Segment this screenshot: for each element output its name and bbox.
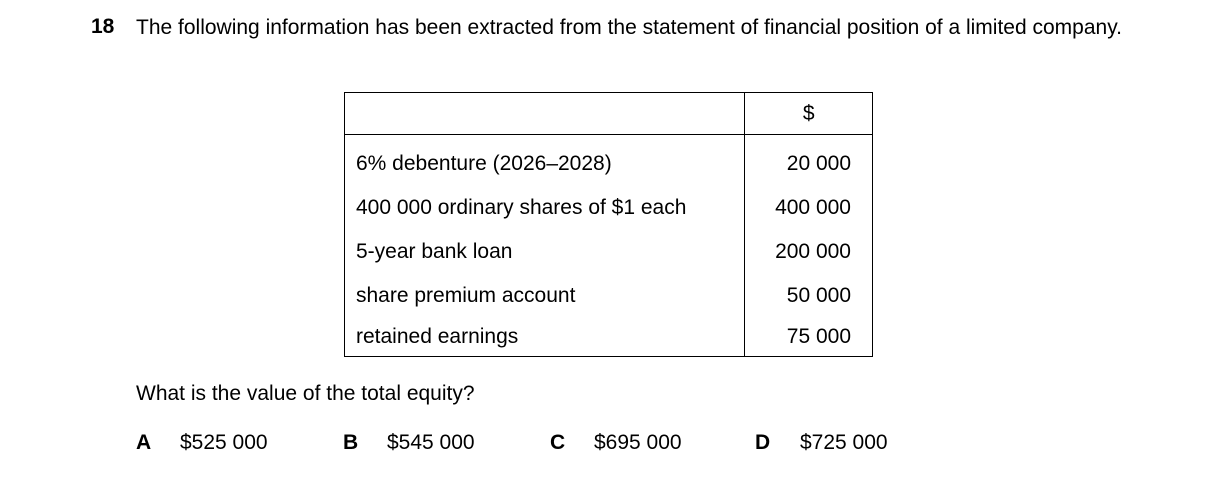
option-value: $695 000	[594, 431, 682, 454]
option-value: $725 000	[800, 431, 888, 454]
option-value: $525 000	[180, 431, 268, 454]
question-number: 18	[91, 15, 115, 38]
row-item: 5-year bank loan	[345, 230, 745, 274]
option-letter: A	[136, 431, 152, 454]
table-row	[345, 230, 873, 274]
option-letter: B	[343, 431, 359, 454]
option-a[interactable]	[136, 430, 268, 456]
table-row	[345, 186, 873, 230]
option-value: $545 000	[387, 431, 475, 454]
row-amount: 75 000	[745, 318, 873, 357]
currency-header: $	[745, 93, 873, 135]
row-item: 400 000 ordinary shares of $1 each	[345, 186, 745, 230]
table-row	[345, 274, 873, 318]
question-stem: The following information has been extracted from the statement of financial position of a limited company.	[136, 16, 1122, 39]
row-item: share premium account	[345, 274, 745, 318]
table-row	[345, 135, 873, 187]
option-b[interactable]	[343, 430, 475, 456]
financial-position-table	[344, 92, 873, 357]
table-header-row	[345, 93, 873, 135]
row-item: retained earnings	[345, 318, 745, 357]
row-amount: 20 000	[745, 135, 873, 187]
row-amount: 50 000	[745, 274, 873, 318]
row-item: 6% debenture (2026–2028)	[345, 135, 745, 187]
option-d[interactable]	[755, 430, 888, 456]
row-amount: 400 000	[745, 186, 873, 230]
row-amount: 200 000	[745, 230, 873, 274]
option-letter: C	[550, 431, 566, 454]
table-row	[345, 318, 873, 357]
option-letter: D	[755, 431, 771, 454]
item-header-cell	[345, 93, 745, 135]
question-prompt: What is the value of the total equity?	[136, 382, 475, 405]
option-c[interactable]	[550, 430, 682, 456]
